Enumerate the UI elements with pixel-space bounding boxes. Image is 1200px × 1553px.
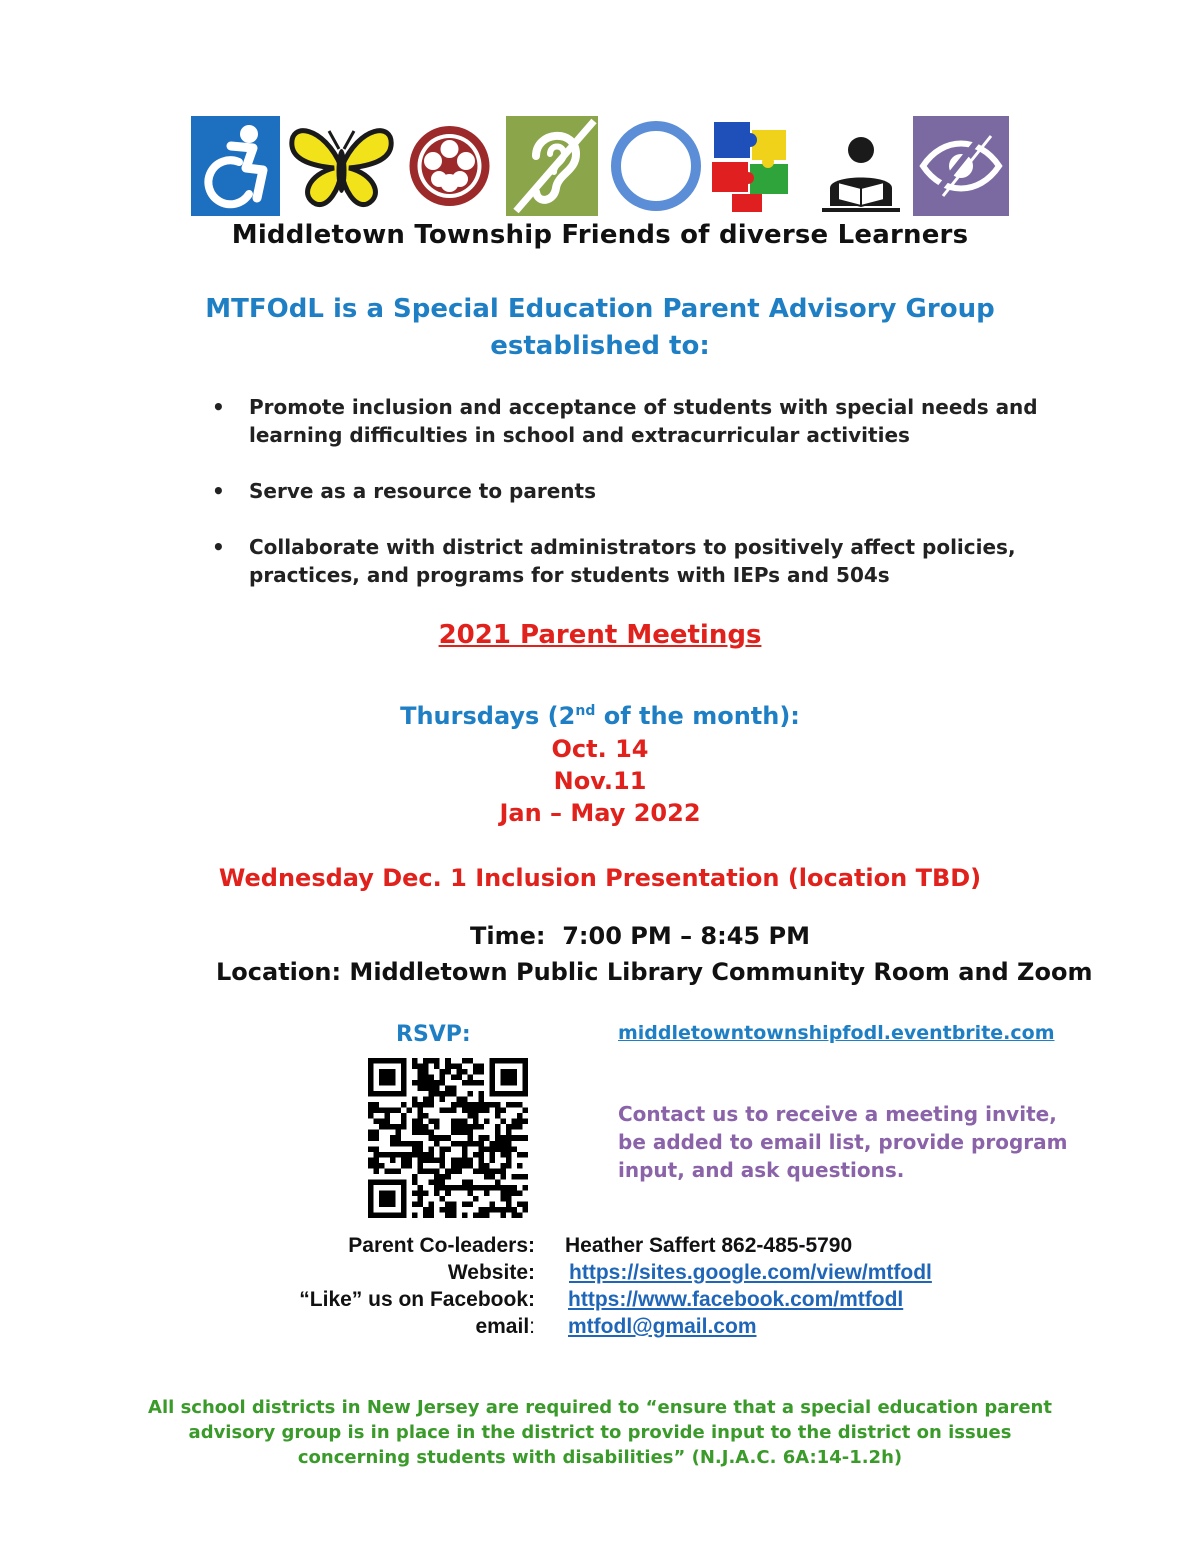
footer-legal-note xyxy=(0,1395,1200,1470)
rsvp-label: RSVP: xyxy=(396,1022,471,1047)
intro-line-1: MTFOdL is a Special Education Parent Advisory Group xyxy=(205,294,995,324)
contact-line: Contact us to receive a meeting invite, xyxy=(618,1102,1057,1126)
bullet-line: learning difficulties in school and extracurricular activities xyxy=(249,423,910,447)
reader-icon xyxy=(816,116,906,216)
website-label: Website: xyxy=(447,1261,535,1284)
email-label-text: email xyxy=(475,1315,530,1338)
intro-line-2: established to: xyxy=(490,331,710,361)
butterfly-icon xyxy=(284,116,399,216)
thursdays-suffix: of the month): xyxy=(595,702,800,730)
facebook-label: “Like” us on Facebook: xyxy=(299,1288,535,1311)
contact-line: be added to email list, provide program xyxy=(618,1130,1068,1154)
organization-title: Middletown Township Friends of diverse Learners xyxy=(231,220,969,250)
bullet-dot: • xyxy=(212,535,225,559)
bullet-line: Serve as a resource to parents xyxy=(249,479,596,503)
bullet-line: practices, and programs for students with IEPs and 504s xyxy=(249,563,890,587)
footer-line: concerning students with disabilities” (N.J.A.C. 6A:14-1.2h) xyxy=(297,1447,903,1468)
footer-line: advisory group is in place in the district to provide input to the district on issues xyxy=(188,1422,1012,1443)
thursdays-prefix: Thursdays (2 xyxy=(400,702,576,730)
thursdays-superscript: nd xyxy=(575,703,596,719)
puzzle-pieces-icon xyxy=(706,116,796,216)
film-reel-icon xyxy=(405,116,494,216)
logo-strip xyxy=(191,116,1009,216)
meeting-location: Location: Middletown Public Library Community Room and Zoom xyxy=(216,958,1093,986)
footer-line: All school districts in New Jersey are required to “ensure that a special education parent xyxy=(148,1397,1052,1418)
website-link[interactable]: https://sites.google.com/view/mtfodl xyxy=(569,1261,932,1284)
intro-heading xyxy=(0,291,1200,365)
bullet-line: Promote inclusion and acceptance of students with special needs and xyxy=(249,395,1038,419)
eventbrite-link[interactable]: middletowntownshipfodl.eventbrite.com xyxy=(618,1022,1055,1044)
thursdays-line xyxy=(0,702,1200,730)
qr-code-icon[interactable] xyxy=(368,1058,528,1218)
meetings-heading: 2021 Parent Meetings xyxy=(438,620,762,650)
email-label xyxy=(0,1315,535,1339)
email-label-colon: : xyxy=(529,1315,535,1338)
circle-ring-icon xyxy=(610,116,702,216)
contact-line: input, and ask questions. xyxy=(618,1158,905,1182)
eye-icon xyxy=(913,116,1009,216)
facebook-link[interactable]: https://www.facebook.com/mtfodl xyxy=(568,1288,904,1311)
meeting-time: Time: 7:00 PM – 8:45 PM xyxy=(470,922,810,950)
wheelchair-icon xyxy=(191,116,280,216)
bullet-dot: • xyxy=(212,395,225,419)
meeting-date: Jan – May 2022 xyxy=(499,799,701,827)
meeting-date: Oct. 14 xyxy=(551,735,649,763)
bullet-dot: • xyxy=(212,479,225,503)
contact-note xyxy=(618,1100,1088,1184)
coleaders-label: Parent Co-leaders: xyxy=(348,1234,535,1257)
coleaders-value: Heather Saffert 862-485-5790 xyxy=(565,1234,853,1257)
bullet-line: Collaborate with district administrators to positively affect policies, xyxy=(249,535,1016,559)
wednesday-presentation: Wednesday Dec. 1 Inclusion Presentation (location TBD) xyxy=(218,864,982,892)
meeting-date: Nov.11 xyxy=(553,767,647,795)
email-link[interactable]: mtfodl@gmail.com xyxy=(568,1315,757,1338)
ear-icon xyxy=(506,116,598,216)
